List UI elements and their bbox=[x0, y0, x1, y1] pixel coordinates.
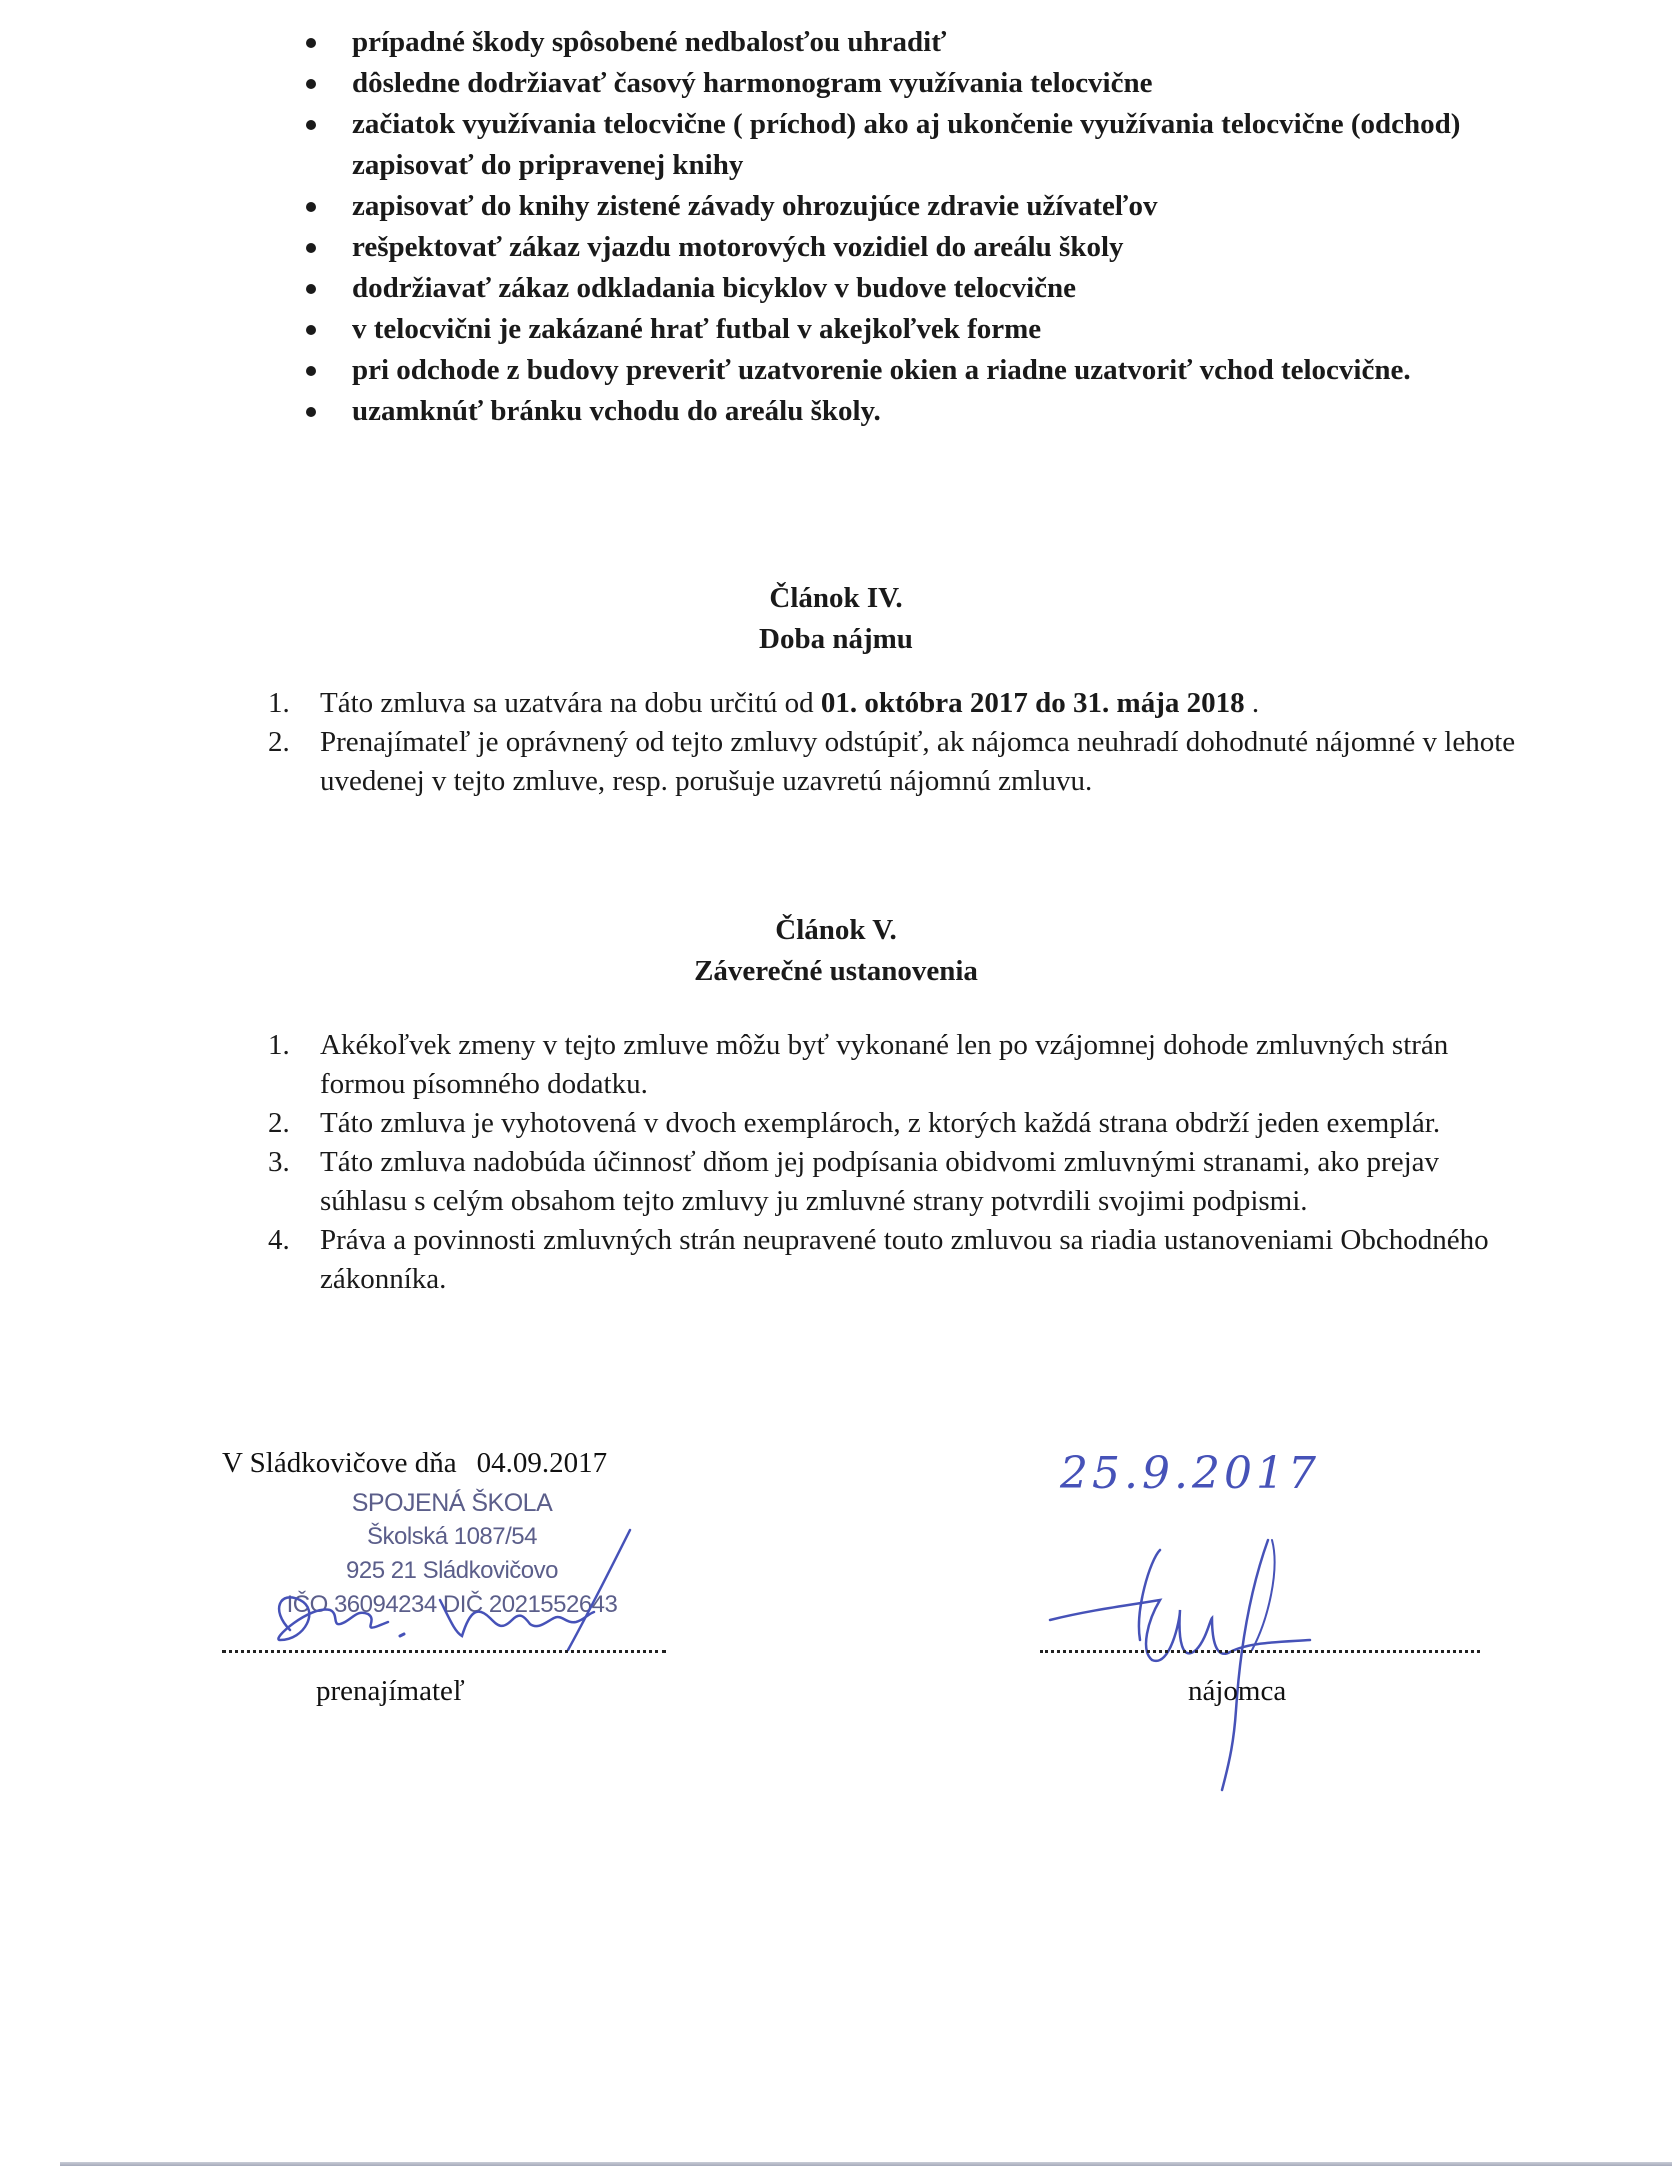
tenant-signature-line bbox=[1040, 1650, 1480, 1653]
list-item bbox=[268, 1104, 1518, 1143]
landlord-signature-line bbox=[222, 1650, 666, 1653]
item-text: Táto zmluva sa uzatvára na dobu určitú od bbox=[320, 687, 821, 719]
article-5-title: Článok V. bbox=[775, 914, 897, 946]
place-text: V Sládkovičove dňa bbox=[222, 1447, 457, 1479]
stamp-line: SPOJENÁ ŠKOLA bbox=[351, 1489, 553, 1517]
list-item: pri odchode z budovy preveriť uzatvorenie okien a riadne uzatvoriť vchod telocvične. bbox=[296, 350, 1536, 391]
list-item: uzamknúť bránku vchodu do areálu školy. bbox=[296, 391, 1536, 432]
list-item: dôsledne dodržiavať časový harmonogram využívania telocvične bbox=[296, 63, 1536, 104]
obligations-list bbox=[296, 22, 1536, 432]
list-item bbox=[268, 1143, 1518, 1221]
list-item: prípadné škody spôsobené nedbalosťou uhradiť bbox=[296, 22, 1536, 63]
place-and-date bbox=[222, 1444, 607, 1482]
scan-edge-divider bbox=[60, 2162, 1672, 2166]
item-number: 2. bbox=[268, 1107, 290, 1139]
article-5-subtitle: Záverečné ustanovenia bbox=[694, 955, 978, 987]
landlord-label: prenajímateľ bbox=[316, 1675, 465, 1707]
item-text: Táto zmluva je vyhotovená v dvoch exemplároch, z ktorých každá strana obdrží jeden exemplár. bbox=[320, 1107, 1441, 1139]
list-item bbox=[268, 684, 1518, 723]
article-4-heading bbox=[0, 578, 1672, 660]
item-number: 1. bbox=[268, 687, 290, 719]
item-number: 2. bbox=[268, 726, 290, 758]
stamp-line: 925 21 Sládkovičovo bbox=[346, 1557, 558, 1584]
item-number: 3. bbox=[268, 1146, 290, 1178]
list-item: začiatok využívania telocvične ( príchod) ako aj ukončenie využívania telocvične (odchod) zapisovať do pripravenej knihy bbox=[296, 104, 1536, 186]
stamp-line: IČO 36094234 DIČ 2021552643 bbox=[286, 1591, 618, 1618]
signing-date: 04.09.2017 bbox=[476, 1447, 608, 1479]
item-text: Táto zmluva nadobúda účinnosť dňom jej podpísania obidvomi zmluvnými stranami, ako prejav súhlasu s celým obsahom tejto zmluvy ju zmluvné strany potvrdili svojimi podpismi. bbox=[320, 1146, 1439, 1217]
article-5-list bbox=[268, 1026, 1518, 1299]
article-5-heading bbox=[0, 910, 1672, 992]
stamp-line: Školská 1087/54 bbox=[367, 1523, 537, 1550]
article-4-list bbox=[268, 684, 1518, 801]
list-item bbox=[268, 723, 1518, 801]
item-number: 1. bbox=[268, 1029, 290, 1061]
list-item: rešpektovať zákaz vjazdu motorových vozidiel do areálu školy bbox=[296, 227, 1536, 268]
list-item: dodržiavať zákaz odkladania bicyklov v budove telocvične bbox=[296, 268, 1536, 309]
handwritten-date: 25.9.2017 bbox=[1060, 1448, 1320, 1499]
list-item: v telocvični je zakázané hrať futbal v akejkoľvek forme bbox=[296, 309, 1536, 350]
item-text: Práva a povinnosti zmluvných strán neupravené touto zmluvou sa riadia ustanoveniami Obchodného zákonníka. bbox=[320, 1224, 1489, 1295]
article-4-title: Článok IV. bbox=[769, 582, 903, 614]
list-item bbox=[268, 1221, 1518, 1299]
item-text: Prenajímateľ je oprávnený od tejto zmluvy odstúpiť, ak nájomca neuhradí dohodnuté nájomné v lehote uvedenej v tejto zmluve, resp. porušuje uzavretú nájomnú zmluvu. bbox=[320, 726, 1516, 797]
lease-period: 01. októbra 2017 do 31. mája 2018 bbox=[820, 687, 1245, 719]
item-text: Akékoľvek zmeny v tejto zmluve môžu byť vykonané len po vzájomnej dohode zmluvných strán formou písomného dodatku. bbox=[320, 1029, 1449, 1100]
item-number: 4. bbox=[268, 1224, 290, 1256]
list-item: zapisovať do knihy zistené závady ohrozujúce zdravie užívateľov bbox=[296, 186, 1536, 227]
article-4-subtitle: Doba nájmu bbox=[759, 623, 913, 655]
list-item bbox=[268, 1026, 1518, 1104]
item-text-end: . bbox=[1244, 687, 1260, 719]
tenant-label: nájomca bbox=[1188, 1675, 1287, 1707]
landlord-signature bbox=[250, 1570, 650, 1660]
